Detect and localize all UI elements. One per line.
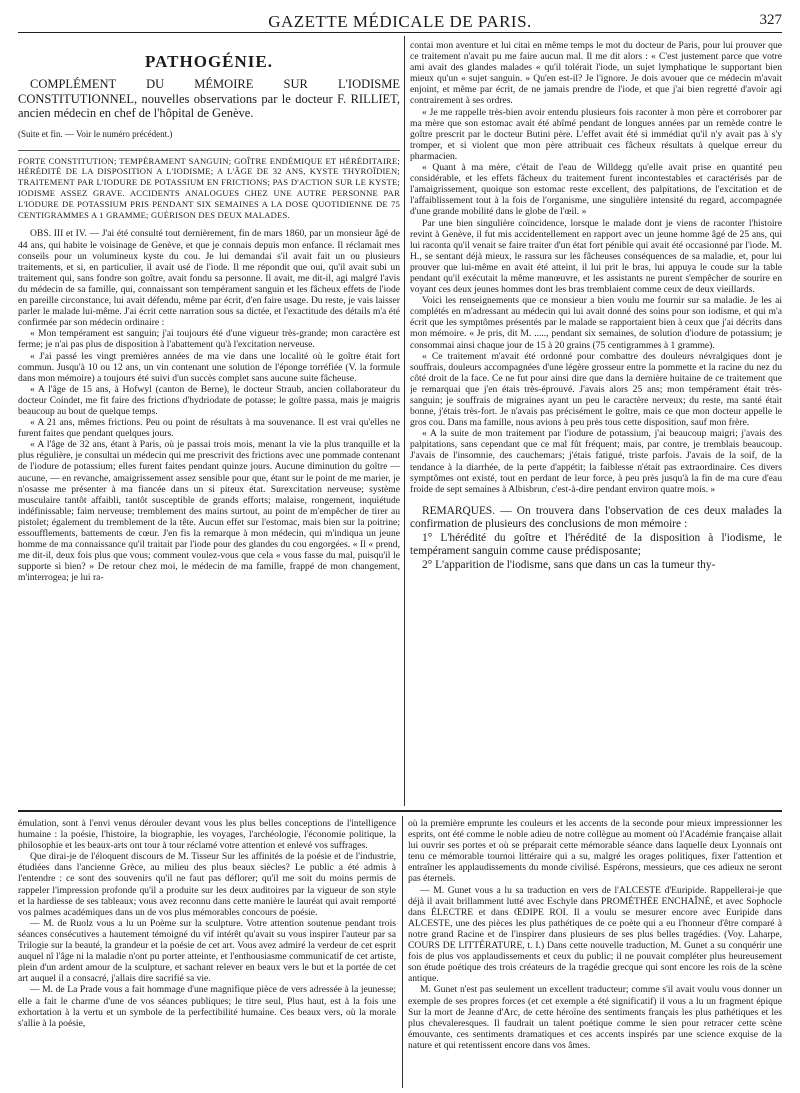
remarks-text: — On trouvera dans l'observation de ces deux malades la confirmation de plusieurs des conclusions de mon mémoire : [410, 504, 782, 531]
paragraph: — M. de Ruolz vous a lu un Poème sur la sculpture. Votre attention soutenue pendant trois séances consécutives a hautement témoigné du vif intérêt qu'avait su vous inspirer l'auteur par sa Trilogie sur la beauté, la grandeur et la poésie de cet art. Vous avez admiré la verdeur de cet esprit auquel nî l'âge ni la maladie n'ont pu porter atteinte, et l'enthousiasme communicatif de cet artiste, plein d'un ardent amour de la sculpture, et sachant relever en beaux vers le but et la portée de cet art auquel il a consacré, j'allais dire sacrifié sa vie. [18, 917, 396, 985]
bottom-right-column [408, 818, 782, 1088]
paragraph: contai mon aventure et lui citai en même temps le mot du docteur de Paris, pour lui prouver que ce traitement n'avait pu me faire aucun mal. Il me dit alors : « C'est justement parce que votre ami avait des glandes malades « qu'il tolérait l'iode, un sujet lymphatique le supportant bien mieux qu'un « sujet sanguin. » Qu'en est-il? Je l'ignore. Je dois avouer que ce médecin m'avait enjoint, et même par écrit, de ne jamais prendre de l'iode, et que j'ai bien regretté d'avoir agi contrairement à ses ordres. [410, 40, 782, 107]
article-subtitle: COMPLÉMENT DU MÉMOIRE SUR L'IODISME CONSTITUTIONNEL, nouvelles observations par le docteur F. RILLIET, ancien médecin en chef de l'hôpital de Genève. [18, 77, 400, 121]
paragraph: « A l'âge de 15 ans, à Hofwyl (canton de Berne), le docteur Straub, ancien collaborateur du docteur Coindet, me fit faire des frictions d'hydriodate de potasse; le goître passa, mais je maigris beaucoup au bout de quelque temps. [18, 383, 400, 417]
remarks-item: 2° L'apparition de l'iodisme, sans que dans un cas la tumeur thy- [422, 558, 716, 571]
left-column [18, 46, 400, 801]
paragraph: « Je me rappelle très-bien avoir entendu plusieurs fois raconter à mon père et corroborer par ma mère que son estomac avait été abîmé pendant de longues années par un remède contre le goître prescrit par le docteur Butini père. L'effet avait été si immédiat qu'il n'y avait pas à s'y tromper, et si violent que mon père attribuait ces fâcheux résultats à quelque erreur du pharmacien. [410, 106, 782, 162]
paragraph: — M. de La Prade vous a fait hommage d'une magnifique pièce de vers adressée à la jeunesse; elle a fait le charme d'une de vos séances publiques; le titre seul, Plus haut, est à la fois une exhortation à la vertu et un symbole de la perfectibilité humaine. Ces beaux vers, où la morale s'allie à la poésie, [18, 984, 396, 1029]
remarks-intro [410, 505, 782, 532]
section-title: PATHOGÉNIE. [145, 52, 273, 71]
paragraph: « Ce traitement m'avait été ordonné pour combattre des douleurs névralgiques dont je souffrais, douleurs accompagnées d'une légère grosseur entre la pommette et la racine du nez du côté droit de la face. Ce ne fut pour ainsi dire que dans la dernière huitaine de ce traitement que je remarquai que j'en étais très-éprouvé. J'avais alors 25 ans; mon tempérament était très-sanguin; je souffrais de migraines ayant un peu le caractère nerveux; du reste, ma santé était bonne, j'étais très-fort. Je n'avais pas précisément le goître, mais ce que mon docteur appelle le gros cou. Dans ma famille, nous avions à peu près tous cette disposition, sauf mon frère. [410, 350, 782, 429]
column-divider [402, 816, 403, 1088]
continuation-note: (Suite et fin. — Voir le numéro précédent.) [18, 128, 173, 139]
remarks-label: REMARQUES. [422, 504, 496, 517]
paragraph: Que dirai-je de l'éloquent discours de M. Tisseur Sur les affinités de la poésie et de l'industrie, étudiées dans l'ancienne Grèce, au milieu des plus beaux siècles? Le public a été admis à l'entendre : ce sont des souvenirs qu'il ne faut pas déflorer; qu'il me soit du moins permis de rappeler l'impression profonde qu'il a produite sur les deux auditoires par la vigueur de son style et la hardiesse de ses tableaux; vous avez reconnu dans cette manière le lauréat qui avait remporté vos palmes académiques dans un de vos plus mémorables concours de poésie. [18, 851, 396, 918]
page-number: 327 [759, 12, 782, 28]
paragraph: émulation, sont à l'envi venus dérouler devant vous les plus belles conceptions de l'intelligence humaine : la poésie, l'histoire, la biographie, les voyages, l'archéologie, l'économie politique, la philosophie et les beaux-arts ont tour à tour réclamé votre attention et enlevé vos suffrages. [18, 818, 396, 852]
paragraph: Voici les renseignements que ce monsieur a bien voulu me fournir sur sa maladie. Je les ai complétés en m'adressant au médecin qui lui avait donné des soins pour son iodisme, et qui m'a écrit que les symptômes présentés par le malade se rapportaient bien à ceux que j'ai décrits dans mon mémoire. « Je pris, dit M. ....., pendant six semaines, de solution d'iodure de potassium; je consommai ainsi chaque jour de 15 à 20 grains (75 centigrammes à 1 gramme). [410, 295, 782, 351]
paragraph: « J'ai passé les vingt premières années de ma vie dans une localité où le goître était fort commun. Jusqu'à 10 ou 12 ans, un vin contenant une solution de l'éponge torréfiée (V. la formule dans mon mémoire) a toujours été suivi d'un succès complet sans aucune suite fâcheuse. [18, 350, 400, 384]
remarks-block [410, 505, 782, 573]
paragraph: — M. Gunet vous a lu sa traduction en vers de l'ALCESTE d'Euripide. Rappellerai-je que déjà il avait brillamment lutté avec Eschyle dans PROMÉTHÉE ENCHAÎNÉ, et avec Sophocle dans ÉLECTRE et dans ŒDIPE ROI. Il a voulu se mesurer encore avec Euripide dans ALCESTE, une des pièces les plus pathétiques de ce poète qui a eu l'honneur d'être comparé à notre grand Racine et de l'inspirer dans plusieurs de ses plus belles tragédies. (Voy. Laharpe, COURS DE LITTÉRATURE, t. I.) Dans cette nouvelle traduction, M. Gunet a su conquérir une fois de plus vos applaudissements et ceux du public; il ne pouvait compléter plus heureusement son étude poétique des trois créateurs de la tragédie grecque qui sont encore les rois de la scène antique. [408, 884, 782, 985]
observation-summary: FORTE CONSTITUTION; TEMPÉRAMENT SANGUIN; GOÎTRE ENDÉMIQUE ET HÉRÉDITAIRE; HÉRÉDITÉ DE LA DISPOSITION A L'IODISME; A L'ÂGE DE 32 ANS, KYSTE THYROÏDIEN; TRAITEMENT PAR L'IODURE DE POTASSIUM EN FRICTIONS; PAS D'ACTION SUR LE KYSTE; IODISME ASSEZ GRAVE. ACCIDENTS ANALOGUES CHEZ UNE AUTRE PERSONNE PAR L'IODURE DE POTASSIUM PRIS PENDANT SIX SEMAINES A LA DOSE QUOTIDIENNE DE 75 CENTIGRAMMES A 1 GRAMME; GUÉRISON DES DEUX MALADES. [18, 150, 400, 221]
journal-title: GAZETTE MÉDICALE DE PARIS. [268, 12, 532, 31]
paragraph: « A 21 ans, mêmes frictions. Peu ou point de résultats à ma souvenance. Il est vrai qu'elles ne furent faites que pendant quelques jours. [18, 417, 400, 440]
page-header [18, 6, 782, 33]
paragraph: Par une bien singulière coïncidence, lorsque le malade dont je viens de raconter l'histoire revint à Genève, il fut mis accidentellement en rapport avec un jeune homme âgé de 25 ans, qui lui raconta qu'il venait se faire traiter d'un état fort pénible qui avait été occasionné par l'iode. M. H., se sentant déjà mieux, le rassura sur les fâcheuses conséquences de sa maladie, et, pour lui prouver que lui-même en avait été atteint, il lui prit le bras, lui appuya le coude sur la table pendant qu'il exécutait la même manœuvre, et les assistants ne purent s'empêcher de sourire en voyant ces deux jeunes hommes dont les bras tremblaient comme ceux de deux vieillards. [410, 217, 782, 296]
right-column [410, 40, 782, 801]
paragraph: M. Gunet n'est pas seulement un excellent traducteur; comme s'il avait voulu vous donner un exemple de ses propres forces (et cet exemple a été significatif) il vous a lu un fragment épique Sur la mort de Jeanne d'Arc, de cette héroïne des sentiments français les plus pathétiques et les plus chevaleresques. Il faudrait un talent poétique comme le sien pour retracer cette scène émouvante, ces sentiments dramatiques et ces accents inspirés par une science exquise de la nature et qui retentissent encore dans vos âmes. [408, 984, 782, 1051]
column-divider [404, 36, 405, 806]
remarks-item: 1° L'hérédité du goître et l'hérédité de la disposition à l'iodisme, le tempérament sanguin comme cause prédisposante; [410, 531, 782, 558]
paragraph: « A l'âge de 32 ans, étant à Paris, où je passai trois mois, menant la vie la plus tranquille et la plus régulière, je consultai un médecin qui me prescrivit des frictions avec une pommade contenant de l'iodure de potassium; elles furent faites pendant quinze jours. Aucune diminution du goître — aucune, — en revanche, amaigrissement assez sensible pour que, étant sur le point de me marier, je n'osasse me présenter à ma fiancée dans un si piteux état. Surexcitation nerveuse; système musculaire tantôt affaibli, tantôt susceptible de grands efforts; malaise, rongement, inquiétude indéfinissable; faim nerveuse; tremblement des mains surtout, au point de m'empêcher de tirer au pistolet; également du tremblement de la tête. Aucun effet sur l'estomac, mais bien sur la poitrine; essoufflements, battements de cœur. J'en fis la remarque à mon médecin, qui m'indiqua un jeune homme de ma connaissance qu'il traitait par l'iode pour des glandes du cou engorgées. « Il « prend, me dit-il, deux fois plus que vous; comment voulez-vous que cela « vous fasse du mal, puisqu'il le supporte si bien? » De retour chez moi, le médecin de ma famille, frappé de mon changement, m'interrogea; je lui ra- [18, 439, 400, 584]
paragraph: « Quant à ma mère, c'était de l'eau de Willdegg qu'elle avait prise en quantité peu considérable, et les effets fâcheux du traitement furent incontestables et caractérisés par de l'amaigrissement, quoique son estomac reste excellent, des palpitations, de l'excitation et de l'affaiblissement tout à la fois de l'organisme, une singulière intensité du regard, accompagnée d'une grande mobilité dans le globe de l'œil. » [410, 162, 782, 218]
paragraph: où la première emprunte les couleurs et les accents de la seconde pour mieux impressionner les esprits, ont été comme le noble adieu de notre collègue au moment où l'Académie française allait lui ouvrir ses portes et où se préparait cette mémorable séance dans laquelle deux Lyonnais ont tenu ce mémorable tournoi littéraire qui a su, malgré les orages politiques, fixer l'attention et entraîner les applaudissements du monde civilisé. Espérons, messieurs, que ces adieux ne seront pas éternels. [408, 818, 782, 885]
paragraph: « A la suite de mon traitement par l'iodure de potassium, j'ai beaucoup maigri; j'avais des palpitations, sans cependant que ce mal fût fréquent; mais, par contre, je tremblais beaucoup. J'avais de l'insomnie, des cauchemars; j'étais fatigué, triste parfois. J'avais de la soif, de la tendance à la diarrhée, de la perte d'appétit; la faiblesse n'était pas extraordinaire. Ces divers symptômes ont existé, tout en perdant de leur force, à peu près jusqu'à la fin de ma cure d'eau froide de sept semaines à Albisbrun, c'est-à-dire pendant environ quatre mois. » [410, 428, 782, 495]
paragraph: « Mon tempérament est sanguin; j'ai toujours été d'une vigueur très-grande; mon caractère est ferme; je n'ai pas plus de disposition à l'abattement qu'à l'excitation nerveuse. [18, 328, 400, 351]
paragraph: OBS. III et IV. — J'ai été consulté tout dernièrement, fin de mars 1860, par un monsieur âgé de 44 ans, qui habite le voisinage de Genève, et que je connais depuis mon enfance. Il réclamait mes conseils pour un volumineux kyste du cou. Je lui demandai s'il avait fait un ou plusieurs traitements, et si, en particulier, il avait usé de l'iode. Il me répondit que oui, qu'il avait subi un traitement qui, sans fondre son goître, avait fondu sa personne. Il avait, me dit-il, agi malgré l'avis du médecin de sa famille, qui, connaissant son tempérament sanguin et les fâcheux effets de l'iode en pareille circonstance, lui avait défendu, même par écrit, d'en faire usage. Du reste, je vais laisser parler le malade lui-même. J'ai écrit cette narration sous sa dictée, et l'exactitude des détails m'a été confirmée par son médecin ordinaire : [18, 228, 400, 329]
bottom-left-column [18, 818, 396, 1088]
section-divider [18, 810, 782, 812]
